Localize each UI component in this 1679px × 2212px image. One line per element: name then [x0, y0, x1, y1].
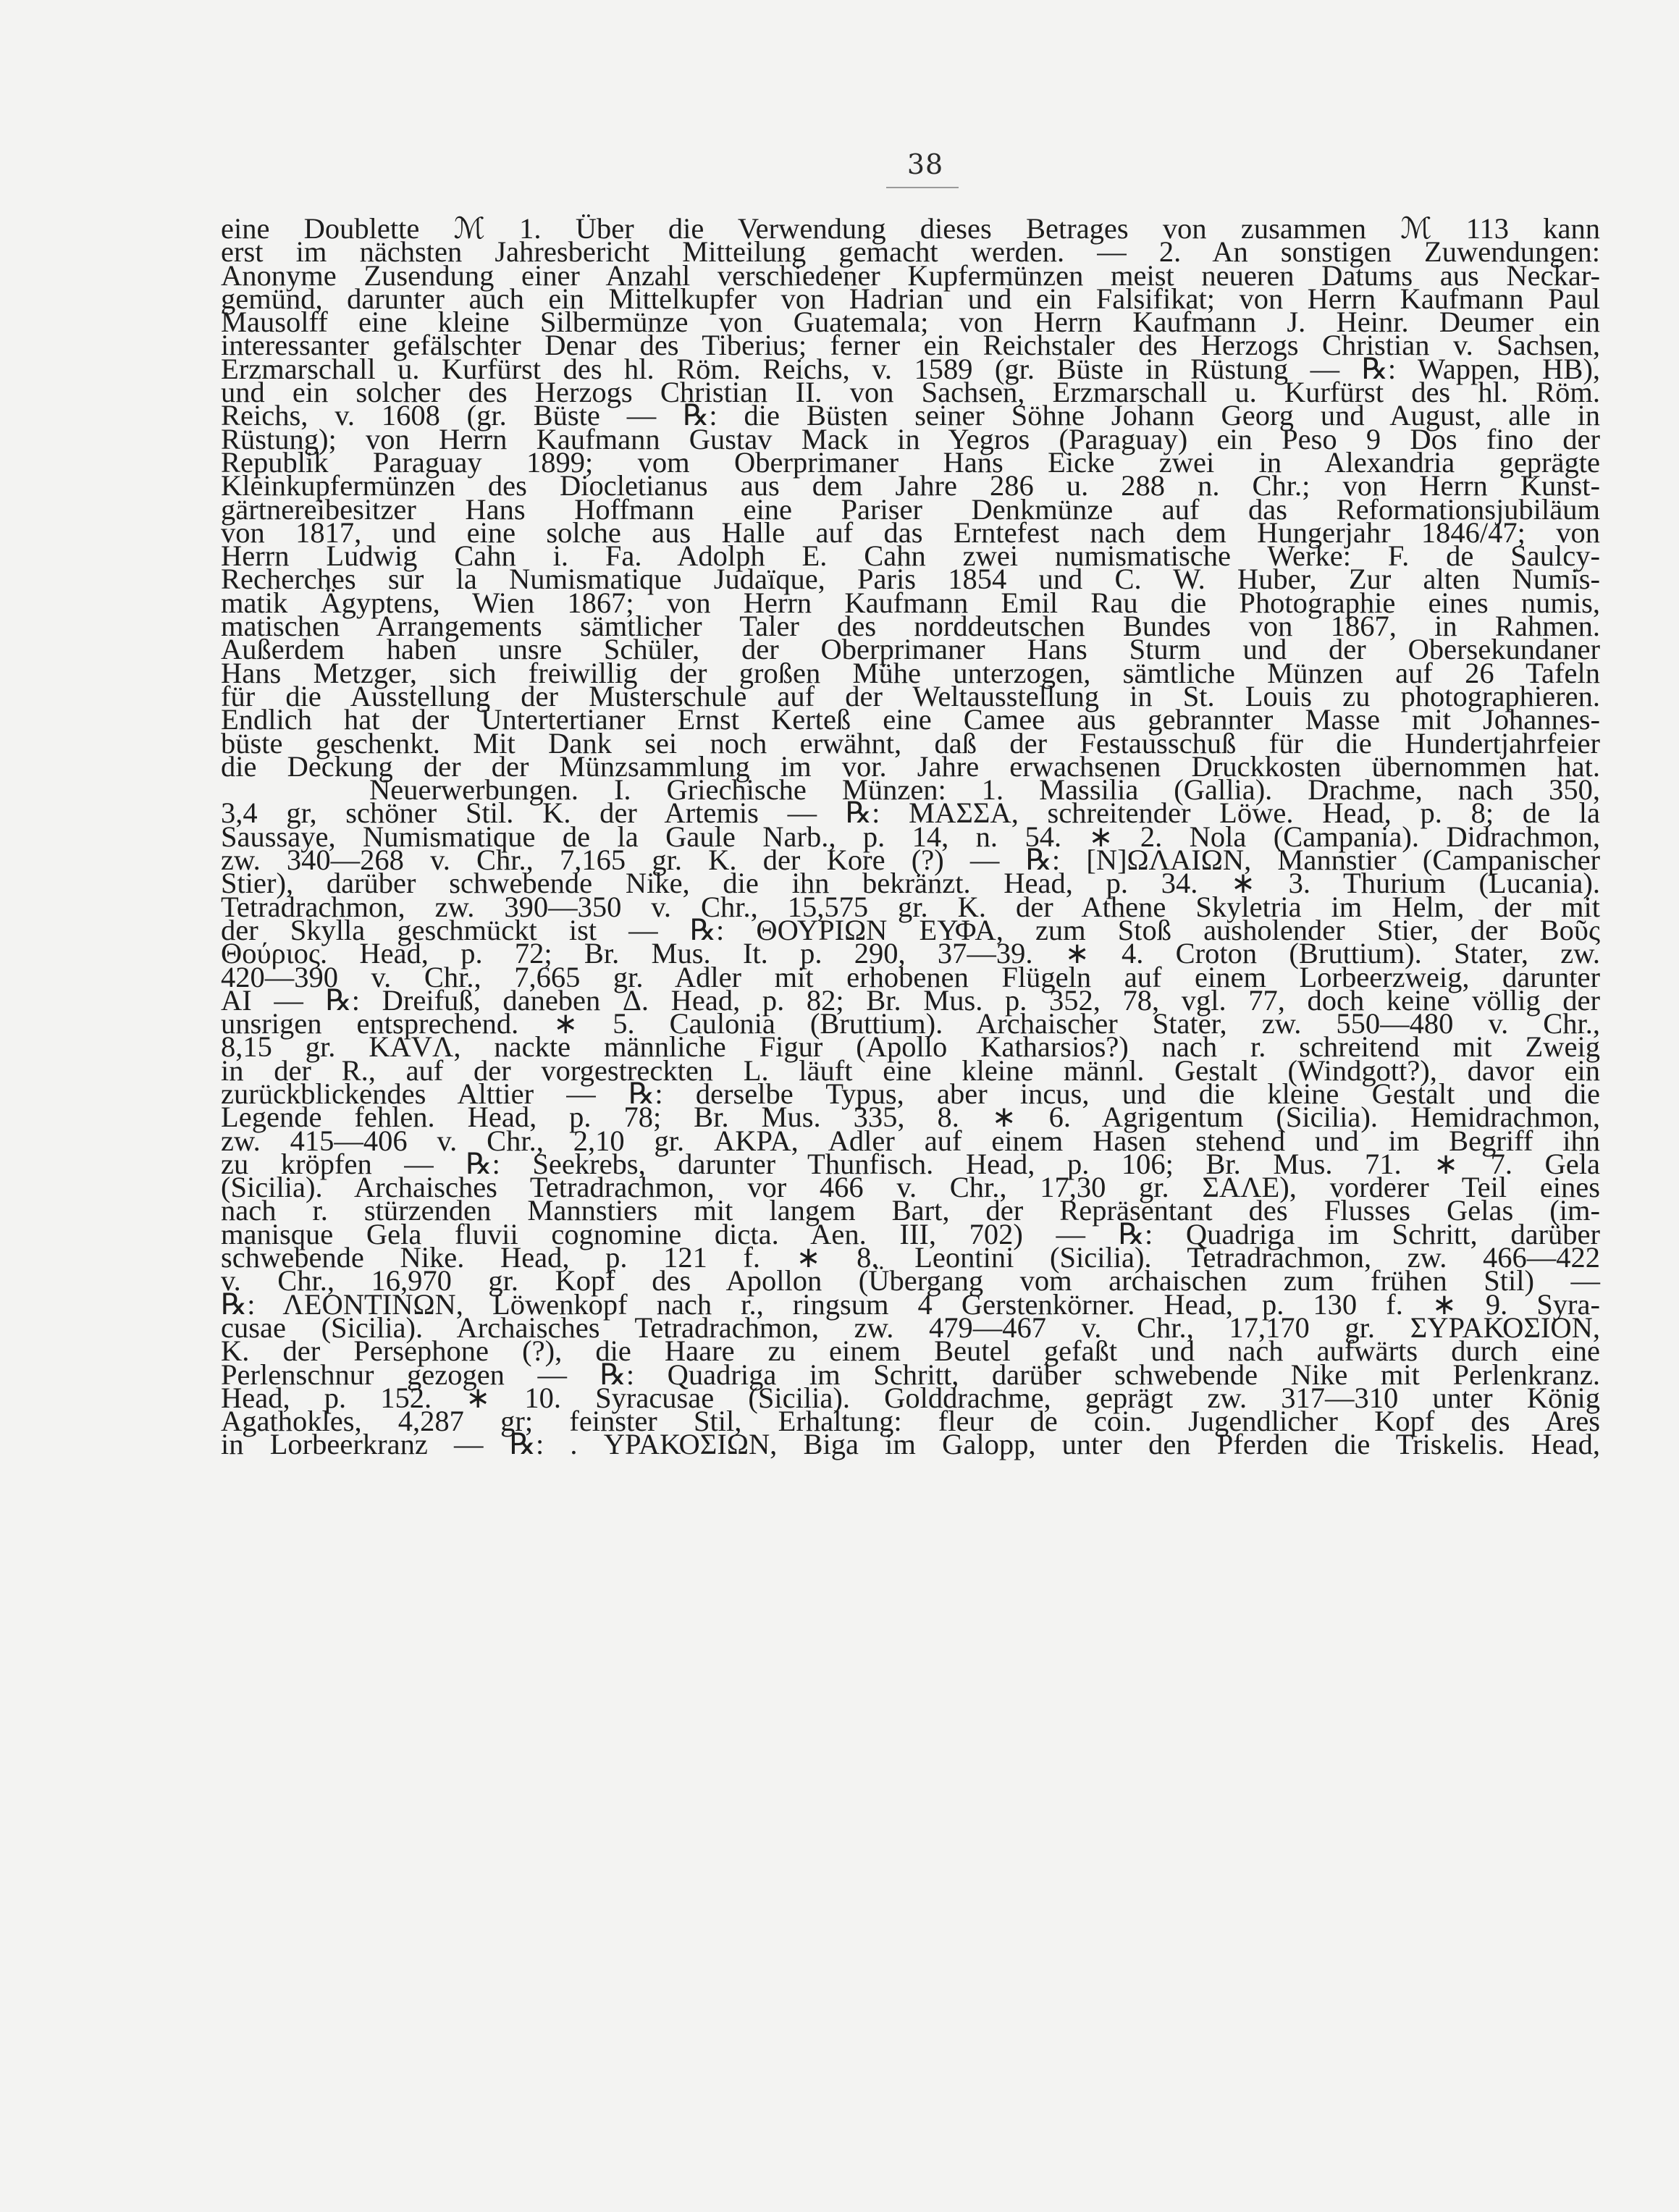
text-line: Hans Metzger, sich freiwillig der großen Mühe unterzogen, sämtliche Münzen auf 26 Tafeln	[221, 656, 1600, 689]
text-line: in der R., auf der vorgestreckten L. läuft eine kleine männl. Gestalt (Windgott?), davor ein	[221, 1054, 1600, 1087]
section-heading-line: Neuerwerbungen. I. Griechische Münzen: 1. Massilia (Gallia). Drachme, nach 350,	[369, 773, 1600, 807]
text-line: K. der Persephone (?), die Haare zu einem Beutel gefaßt und nach aufwärts durch eine	[221, 1334, 1600, 1368]
text-line: in Lorbeerkranz — ℞: . ΥΡΑΚΟΣΙΩΝ, Biga im Galopp, unter den Pferden die Triskelis. Head,	[221, 1428, 1600, 1461]
text-line: die Deckung der der Münzsammlung im vor. Jahre erwachsenen Druckkosten übernommen hat.	[221, 749, 1600, 783]
text-line: interessanter gefälschter Denar des Tiberius; ferner ein Reichstaler des Herzogs Christian v. Sachsen,	[221, 329, 1600, 362]
text-line: unsrigen entsprechend. ∗ 5. Caulonia (Bruttium). Archaischer Stater, zw. 550—480 v. Chr.,	[221, 1007, 1600, 1040]
text-line: Mausolff eine kleine Silbermünze von Guatemala; von Herrn Kaufmann J. Heinr. Deumer ein	[221, 306, 1600, 339]
text-line: Stier), darüber schwebende Nike, die ihn bekränzt. Head, p. 34. ∗ 3. Thurium (Lucania).	[221, 867, 1600, 900]
text-line: v. Chr., 16,970 gr. Kopf des Apollon (Übergang vom archaischen zum frühen Stil) —	[221, 1264, 1600, 1298]
text-line: eine Doublette ℳ 1. Über die Verwendung dieses Betrages von zusammen ℳ 113 kann	[221, 212, 1600, 245]
text-line: Agathokles, 4,287 gr; feinster Stil, Erhaltung: fleur de coin. Jugendlicher Kopf des Ares	[221, 1405, 1600, 1438]
text-line: 420—390 v. Chr., 7,665 gr. Adler mit erhobenen Flügeln auf einem Lorbeerzweig, darunter	[221, 960, 1600, 993]
text-line: Herrn Ludwig Cahn i. Fa. Adolph E. Cahn zwei numismatische Werke: F. de Saulcy-	[221, 539, 1600, 573]
text-line: schwebende Nike. Head, p. 121 f. ∗ 8. Leontini (Sicilia). Tetradrachmon, zw. 466—422	[221, 1241, 1600, 1274]
text-line: Endlich hat der Untertertianer Ernst Kerteß eine Camee aus gebrannter Masse mit Johannes-	[221, 703, 1600, 736]
text-line: Legende fehlen. Head, p. 78; Br. Mus. 335, 8. ∗ 6. Agrigentum (Sicilia). Hemidrachmon,	[221, 1101, 1600, 1134]
text-line: Reichs, v. 1608 (gr. Büste — ℞: die Büsten seiner Söhne Johann Georg und August, alle in	[221, 399, 1600, 432]
text-line: (Sicilia). Archaisches Tetradrachmon, vor 466 v. Chr., 17,30 gr. ΣΑΛΕ), vorderer Teil eines	[221, 1171, 1600, 1204]
text-line: Θούριος. Head, p. 72; Br. Mus. It. p. 290, 37—39. ∗ 4. Croton (Bruttium). Stater, zw.	[221, 937, 1600, 970]
text-line: gärtnereibesitzer Hans Hoffmann eine Pariser Denkmünze auf das Reformationsjubiläum	[221, 492, 1600, 526]
text-line: Head, p. 152. ∗ 10. Syracusae (Sicilia). Golddrachme, geprägt zw. 317—310 unter König	[221, 1381, 1600, 1414]
text-line: 3,4 gr, schöner Stil. K. der Artemis — ℞: ΜΑΣΣΑ, schreitender Löwe. Head, p. 8; de la	[221, 796, 1600, 830]
text-line: Anonyme Zusendung einer Anzahl verschiedener Kupfermünzen meist neueren Datums aus Neckar-	[221, 258, 1600, 292]
text-line: ℞: ΛΕΟΝΤΙΝΩΝ, Löwenkopf nach r., ringsum 4 Gerstenkörner. Head, p. 130 f. ∗ 9. Syra-	[221, 1287, 1600, 1321]
page-number-underline	[886, 187, 959, 188]
text-line: matik Ägyptens, Wien 1867; von Herrn Kaufmann Emil Rau die Photographie eines numis,	[221, 586, 1600, 619]
text-line: Saussaye, Numismatique de la Gaule Narb., p. 14, n. 54. ∗ 2. Nola (Campania). Didrachmon,	[221, 820, 1600, 853]
text-line: nach r. stürzenden Mannstiers mit langem Bart, der Repräsentant des Flusses Gelas (im-	[221, 1194, 1600, 1227]
text-line: ΑΙ — ℞: Dreifuß, daneben Δ. Head, p. 82; Br. Mus. p. 352, 78, vgl. 77, doch keine völlig der	[221, 983, 1600, 1017]
text-line: manisque Gela fluvii cognomine dicta. Aen. III, 702) — ℞: Quadriga im Schritt, darüber	[221, 1217, 1600, 1250]
text-line: 8,15 gr. ΚΑVΛ, nackte männliche Figur (Apollo Katharsios?) nach r. schreitend mit Zweig	[221, 1030, 1600, 1064]
text-line: und ein solcher des Herzogs Christian II. von Sachsen, Erzmarschall u. Kurfürst des hl. Röm.	[221, 376, 1600, 409]
text-line: Republik Paraguay 1899; vom Oberprimaner Hans Eicke zwei in Alexandria geprägte	[221, 445, 1600, 479]
page-number: 38	[906, 148, 944, 180]
text-line: Recherches sur la Numismatique Judaïque, Paris 1854 und C. W. Huber, Zur alten Numis-	[221, 563, 1600, 596]
text-line: erst im nächsten Jahresbericht Mitteilung gemacht werden. — 2. An sonstigen Zuwendungen:	[221, 235, 1600, 269]
text-line: Rüstung); von Herrn Kaufmann Gustav Mack in Yegros (Paraguay) ein Peso 9 Dos fino der	[221, 422, 1600, 455]
body-text	[221, 212, 1600, 2071]
text-line: gemünd, darunter auch ein Mittelkupfer von Hadrian und ein Falsifikat; von Herrn Kaufmann Paul	[221, 282, 1600, 315]
text-line: zurückblickendes Alttier — ℞: derselbe Typus, aber incus, und die kleine Gestalt und die	[221, 1077, 1600, 1110]
text-line: Erzmarschall u. Kurfürst des hl. Röm. Reichs, v. 1589 (gr. Büste in Rüstung — ℞: Wappen, HB),	[221, 352, 1600, 385]
text-line: zw. 340—268 v. Chr., 7,165 gr. K. der Kore (?) — ℞: [Ν]ΩΛΑΙΩΝ, Mannstier (Campanischer	[221, 844, 1600, 877]
text-line: Kleinkupfermünzen des Diocletianus aus dem Jahre 286 u. 288 n. Chr.; von Herrn Kunst-	[221, 469, 1600, 502]
text-line: Perlenschnur gezogen — ℞: Quadriga im Schritt, darüber schwebende Nike mit Perlenkranz.	[221, 1358, 1600, 1391]
text-line: für die Ausstellung der Musterschule auf der Weltausstellung in St. Louis zu photographieren.	[221, 679, 1600, 712]
text-line: zu kröpfen — ℞: Seekrebs, darunter Thunfisch. Head, p. 106; Br. Mus. 71. ∗ 7. Gela	[221, 1147, 1600, 1180]
text-line: Tetradrachmon, zw. 390—350 v. Chr., 15,575 gr. K. der Athene Skyletria im Helm, der mit	[221, 890, 1600, 923]
text-line: büste geschenkt. Mit Dank sei noch erwähnt, daß der Festausschuß für die Hundertjahrfeier	[221, 726, 1600, 760]
text-line: der Skylla geschmückt ist — ℞: ΘΟΥΡΙΩΝ ΕΥΦΑ, zum Stoß ausholender Stier, der Βοῦς	[221, 913, 1600, 946]
text-line: von 1817, und eine solche aus Halle auf das Erntefest nach dem Hungerjahr 1846/47; von	[221, 516, 1600, 549]
text-line: cusae (Sicilia). Archaisches Tetradrachmon, zw. 479—467 v. Chr., 17,170 gr. ΣΥΡΑΚΟΣΙΟΝ,	[221, 1311, 1600, 1344]
text-line: Außerdem haben unsre Schüler, der Oberprimaner Hans Sturm und der Obersekundaner	[221, 633, 1600, 666]
text-line: zw. 415—406 v. Chr., 2,10 gr. ΑΚΡΑ, Adler auf einem Hasen stehend und im Begriff ihn	[221, 1124, 1600, 1157]
text-line: matischen Arrangements sämtlicher Taler des norddeutschen Bundes von 1867, in Rahmen.	[221, 610, 1600, 643]
